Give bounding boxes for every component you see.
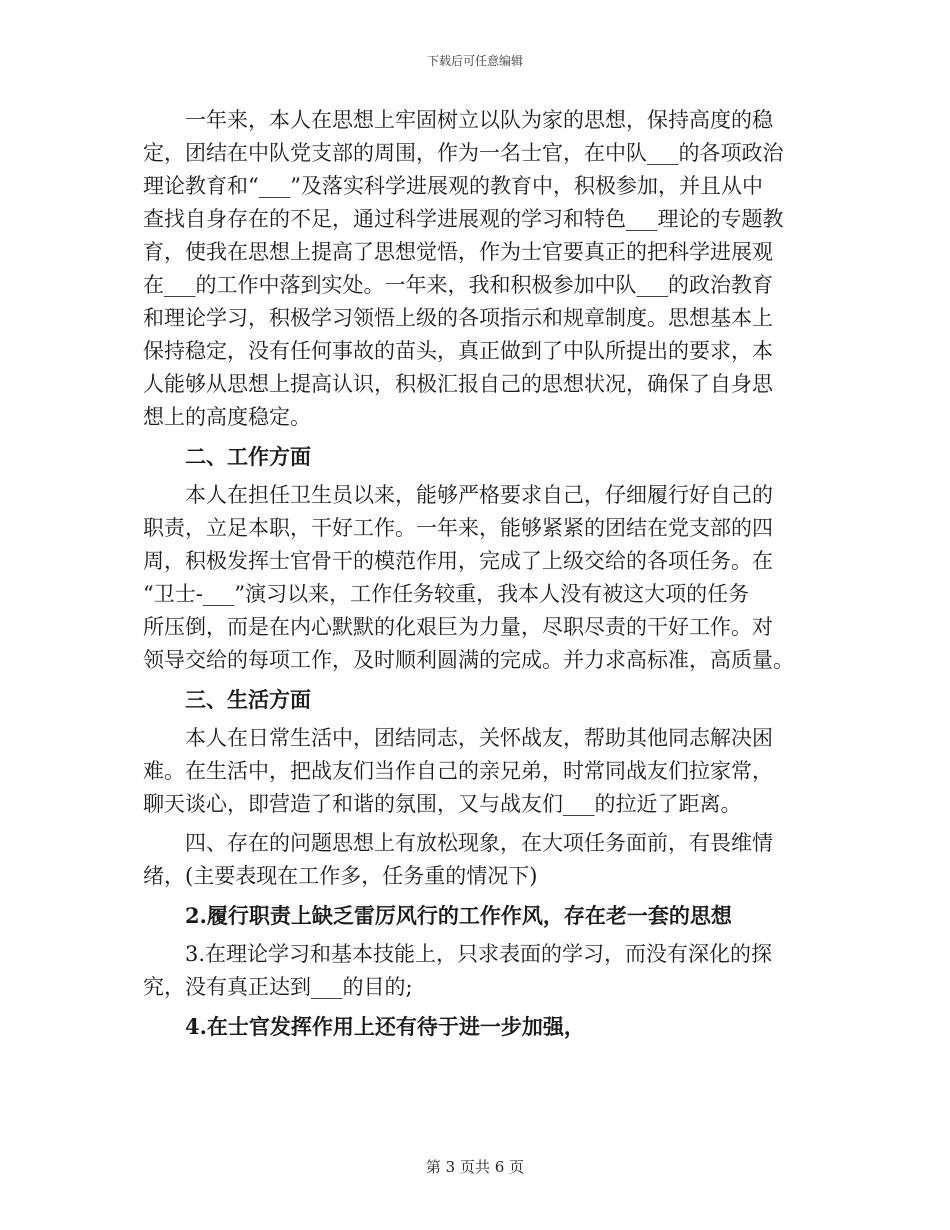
text-line: 绪，(主要表现在工作多，任务重的情况下) xyxy=(143,864,538,888)
text-line: 本人在担任卫生员以来，能够严格要求自己，仔细履行好自己的 xyxy=(143,483,773,507)
text-line: 2.履行职责上缺乏雷厉风行的工作作风，存在老一套的思想 xyxy=(143,903,732,928)
text-line: 3.在理论学习和基本技能上，只求表面的学习，而没有深化的探 xyxy=(143,942,773,966)
text-line: 一年来，本人在思想上牢固树立以队为家的思想，保持高度的稳 xyxy=(143,108,773,132)
section-heading xyxy=(143,683,807,716)
page-footer: 第 3 页共 6 页 xyxy=(425,1158,525,1176)
text-line: 三、生活方面 xyxy=(143,687,311,712)
text-line: 理论教育和“___”及落实科学进展观的教育中，积极参加，并且从中 xyxy=(143,174,763,198)
text-line: 四、存在的问题思想上有放松现象，在大项任务面前，有畏维情 xyxy=(143,831,773,855)
text-line: 保持稳定，没有任何事故的苗头，真正做到了中队所提出的要求，本 xyxy=(143,339,773,363)
text-line: 和理论学习，积极学习领悟上级的各项指示和规章制度。思想基本上 xyxy=(143,306,773,330)
text-line: 难。在生活中，把战友们当作自己的亲兄弟，时常同战友们拉家常， xyxy=(143,759,773,783)
document-body xyxy=(143,104,807,1049)
paragraph xyxy=(143,479,807,677)
text-line: 4.在士官发挥作用上还有待于进一步加强， xyxy=(143,1014,585,1039)
text-line: 二、工作方面 xyxy=(143,444,311,469)
text-line: 本人在日常生活中，团结同志，关怀战友，帮助其他同志解决困 xyxy=(143,726,773,750)
text-line: 想上的高度稳定。 xyxy=(143,405,311,429)
page-header: 下载后可任意编辑 xyxy=(426,54,523,68)
text-line: 育，使我在思想上提高了思想觉悟，作为士官要真正的把科学进展观 xyxy=(143,240,773,264)
section-heading xyxy=(143,440,807,473)
text-line: 人能够从思想上提高认识，积极汇报自己的思想状况，确保了自身思 xyxy=(143,372,773,396)
text-line: 在___的工作中落到实处。一年来，我和积极参加中队___的政治教育 xyxy=(143,273,773,297)
text-line: 查找自身存在的不足，通过科学进展观的学习和特色___理论的专题教 xyxy=(143,207,784,231)
text-line: “卫士-___”演习以来，工作任务较重，我本人没有被这大项的任务 xyxy=(143,582,750,606)
paragraph xyxy=(143,827,807,893)
text-line: 领导交给的每项工作，及时顺利圆满的完成。并力求高标准，高质量。 xyxy=(143,648,794,672)
paragraph xyxy=(143,722,807,821)
text-line: 职责，立足本职，干好工作。一年来，能够紧紧的团结在党支部的四 xyxy=(143,516,773,540)
text-line: 究，没有真正达到___的目的; xyxy=(143,975,413,999)
paragraph xyxy=(143,104,807,434)
section-heading xyxy=(143,1010,807,1043)
section-heading xyxy=(143,899,807,932)
text-line: 定，团结在中队党支部的周围，作为一名士官，在中队___的各项政治 xyxy=(143,141,784,165)
text-line: 聊天谈心，即营造了和谐的氛围，又与战友们___的拉近了距离。 xyxy=(143,792,742,816)
paragraph xyxy=(143,938,807,1004)
text-line: 所压倒，而是在内心默默的化艰巨为力量，尽职尽责的干好工作。对 xyxy=(143,615,773,639)
text-line: 周，积极发挥士官骨干的模范作用，完成了上级交给的各项任务。在 xyxy=(143,549,773,573)
